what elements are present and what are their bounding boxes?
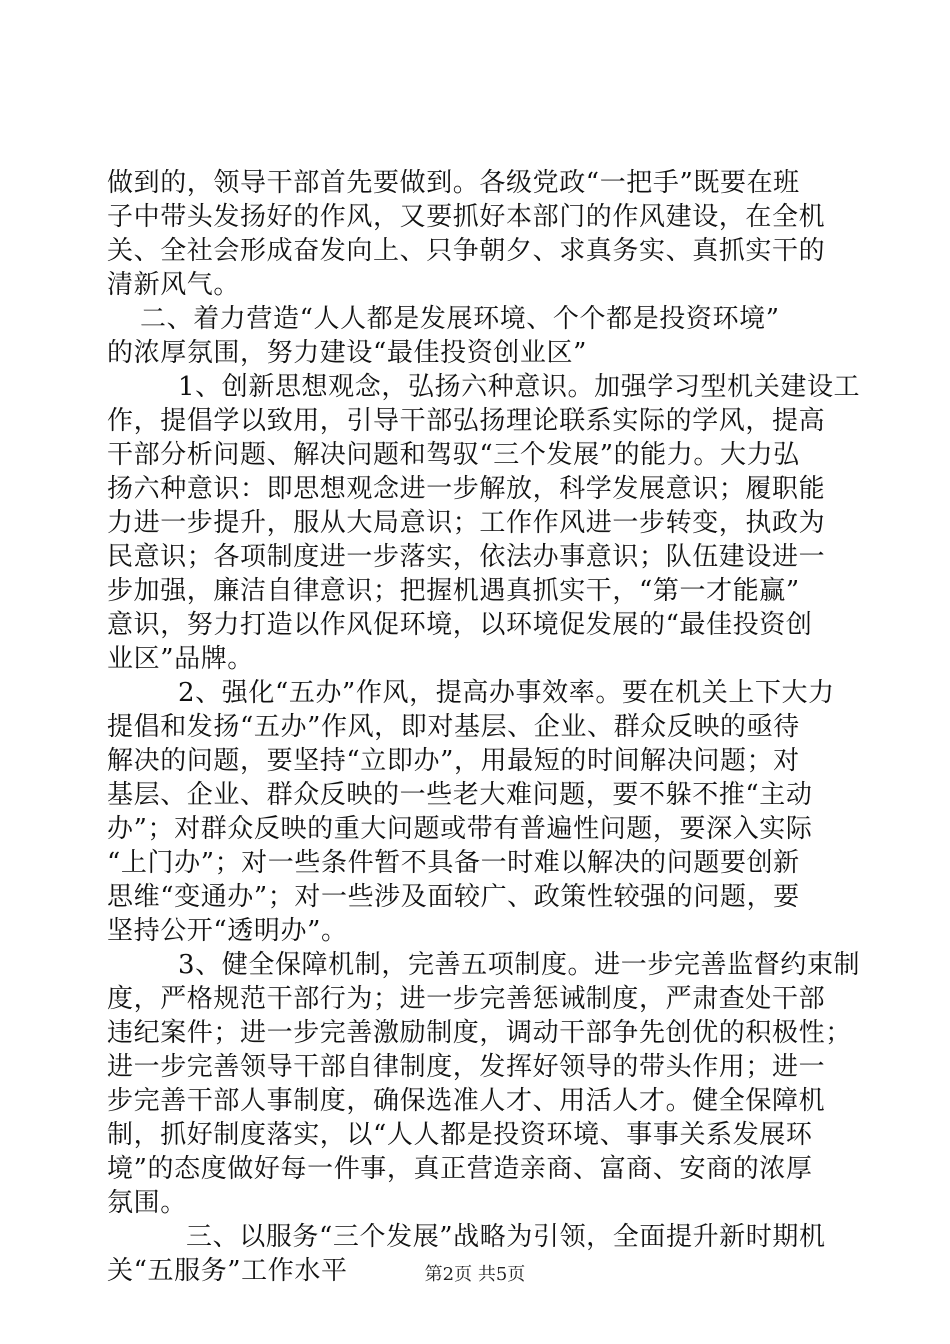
text-line: 扬六种意识：即思想观念进一步解放，科学发展意识；履职能 [107, 474, 826, 504]
text-line: 进一步完善领导干部自律制度，发挥好领导的带头作用；进一 [107, 1052, 826, 1082]
text-line: 解决的问题，要坚持“立即办”，用最短的时间解决问题；对 [107, 746, 800, 776]
text-line: 业区”品牌。 [107, 644, 254, 674]
text-line: 子中带头发扬好的作风，又要抓好本部门的作风建设，在全机 [107, 202, 826, 232]
text-line: 民意识；各项制度进一步落实，依法办事意识；队伍建设进一 [107, 542, 826, 572]
text-line: 提倡和发扬“五办”作风，即对基层、企业、群众反映的亟待 [107, 712, 800, 742]
page-number: 第2页 共5页 [424, 1264, 526, 1285]
text-line: 3、健全保障机制，完善五项制度。进一步完善监督约束制 [178, 950, 861, 980]
section-heading-continued: 关“五服务”工作水平 [107, 1256, 348, 1286]
text-line: 境”的态度做好每一件事，真正营造亲商、富商、安商的浓厚 [107, 1154, 813, 1184]
text-line: 度，严格规范干部行为；进一步完善惩诫制度，严肃查处干部 [107, 984, 826, 1014]
text-line: 清新风气。 [107, 270, 241, 300]
text-line: 关、全社会形成奋发向上、只争朝夕、求真务实、真抓实干的 [107, 236, 826, 266]
section-heading: 二、着力营造“人人都是发展环境、个个都是投资环境” [140, 304, 780, 334]
text-line: 意识，努力打造以作风促环境，以环境促发展的“最佳投资创 [107, 610, 813, 640]
section-heading-continued: 的浓厚氛围，努力建设“最佳投资创业区” [107, 338, 587, 368]
text-line: 违纪案件；进一步完善激励制度，调动干部争先创优的积极性； [107, 1018, 852, 1048]
section-heading: 三、以服务“三个发展”战略为引领，全面提升新时期机 [186, 1222, 826, 1252]
text-line: 步加强，廉洁自律意识；把握机遇真抓实干，“第一才能赢” [107, 576, 800, 606]
text-line: 制，抓好制度落实，以“人人都是投资环境、事事关系发展环 [107, 1120, 813, 1150]
text-line: 步完善干部人事制度，确保选准人才、用活人才。健全保障机 [107, 1086, 826, 1116]
text-line: 坚持公开“透明办”。 [107, 916, 348, 946]
text-line: 力进一步提升，服从大局意识；工作作风进一步转变，执政为 [107, 508, 826, 538]
text-line: 干部分析问题、解决问题和驾驭“三个发展”的能力。大力弘 [107, 440, 800, 470]
text-line: 1、创新思想观念，弘扬六种意识。加强学习型机关建设工 [178, 372, 861, 402]
text-line: 办”；对群众反映的重大问题或带有普遍性问题，要深入实际 [107, 814, 813, 844]
text-line: 基层、企业、群众反映的一些老大难问题，要不躲不推“主动 [107, 780, 813, 810]
text-line: 思维“变通办”；对一些涉及面较广、政策性较强的问题，要 [107, 882, 800, 912]
text-line: 作，提倡学以致用，引导干部弘扬理论联系实际的学风，提高 [107, 406, 826, 436]
text-line: “上门办”；对一些条件暂不具备一时难以解决的问题要创新 [107, 848, 800, 878]
text-line: 2、强化“五办”作风，提高办事效率。要在机关上下大力 [178, 678, 835, 708]
text-line: 做到的，领导干部首先要做到。各级党政“一把手”既要在班 [107, 168, 800, 198]
text-line: 氛围。 [107, 1188, 187, 1218]
